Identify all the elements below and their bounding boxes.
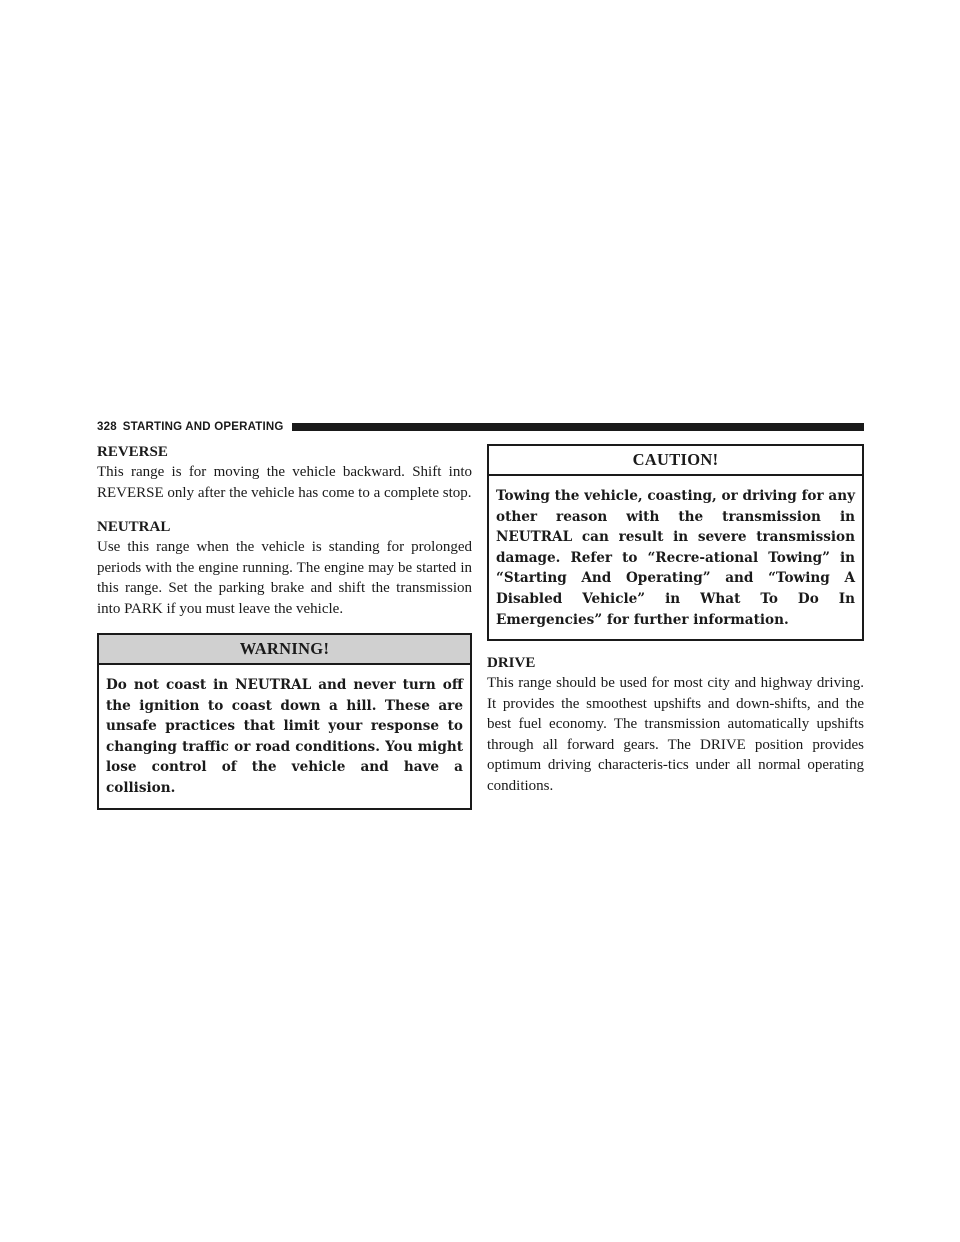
neutral-body: Use this range when the vehicle is standing for prolonged periods with the engine running. The engine may be started in this range. Set the parking brake and shift the transmission into PARK if you must leave the vehicle. bbox=[97, 539, 472, 617]
drive-body: This range should be used for most city and highway driving. It provides the smoothest upshifts and down-shifts, and the best fuel economy. The transmission automatically upshifts through all forward gears. The DRIVE position provides optimum driving characteris-tics under all normal operating conditions. bbox=[487, 675, 864, 794]
neutral-heading: NEUTRAL bbox=[97, 519, 171, 535]
caution-title: CAUTION! bbox=[489, 446, 862, 476]
reverse-body: This range is for moving the vehicle backward. Shift into REVERSE only after the vehicle has come to a complete stop. bbox=[97, 464, 472, 501]
warning-box bbox=[97, 633, 472, 810]
drive-heading: DRIVE bbox=[487, 655, 536, 672]
page-number: 328 bbox=[97, 421, 117, 433]
caution-box bbox=[487, 444, 864, 641]
right-column bbox=[487, 442, 864, 810]
warning-text: Do not coast in NEUTRAL and never turn off the ignition to coast down a hill. These are unsafe practices that limit your response to changing traffic or road conditions. You might lose control of the vehicle and have a collision. bbox=[106, 677, 463, 796]
section-title: STARTING AND OPERATING bbox=[122, 421, 284, 433]
reverse-heading: REVERSE bbox=[97, 444, 168, 460]
page-header bbox=[97, 419, 864, 435]
caution-text: Towing the vehicle, coasting, or driving for any other reason with the transmission in NEUTRAL can result in severe transmission damage. Refer to “Recre-ational Towing” in “Starting And Operating” and “Towing A Disabled Vehicle” in What To Do In Emergencies” for further information. bbox=[496, 488, 855, 628]
warning-title: WARNING! bbox=[99, 635, 470, 665]
left-column bbox=[97, 442, 472, 822]
header-rule bbox=[292, 423, 864, 431]
